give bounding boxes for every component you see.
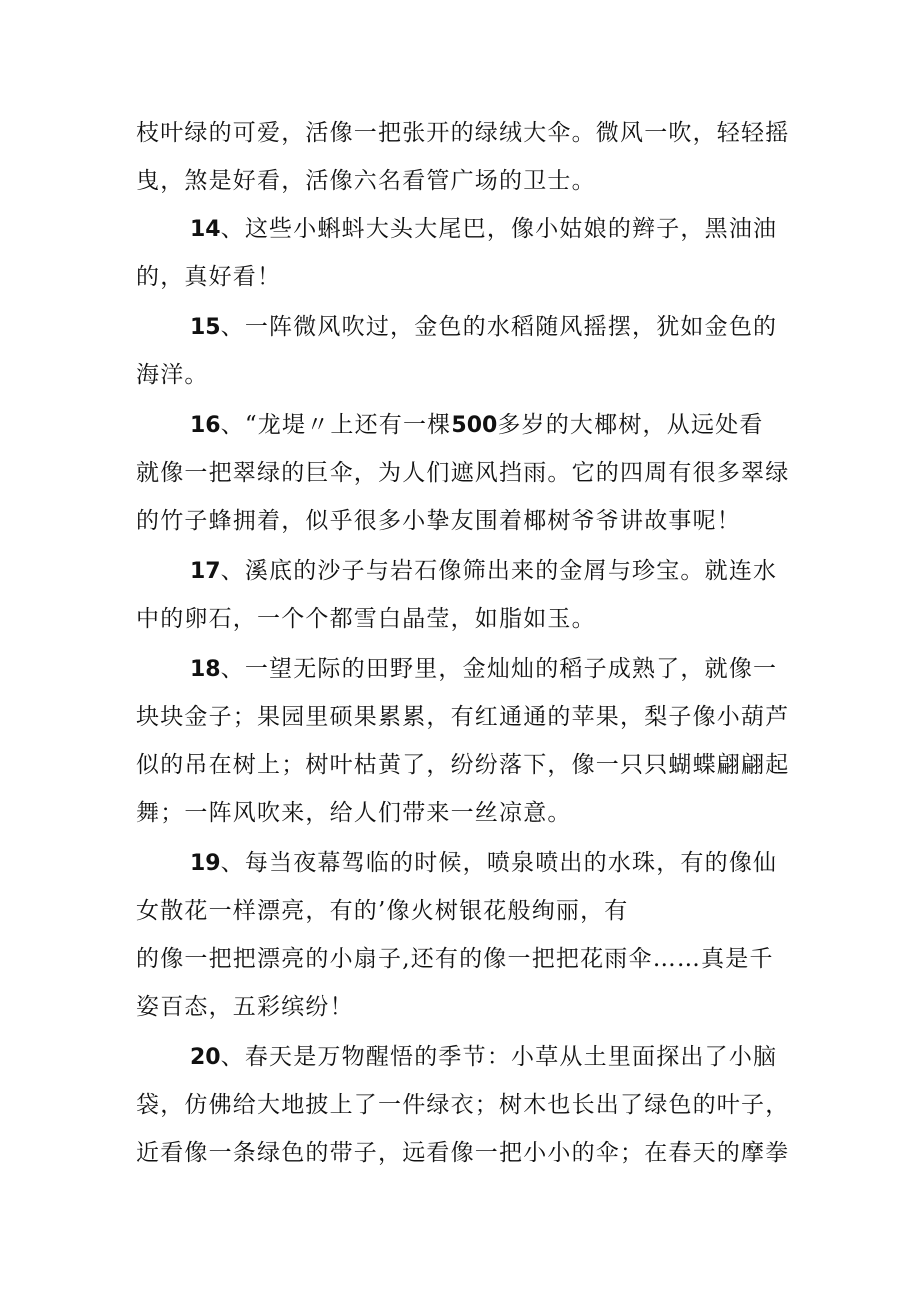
text-line: 近看像一条绿色的带子，远看像一把小小的伞；在春天的摩拳: [136, 1140, 790, 1166]
text-line: 块块金子；果园里硕果累累，有红通通的苹果，梨子像小葫芦: [136, 704, 790, 730]
text-span: 、每当夜幕驾临的时候，喷泉喷出的水珠，有的像仙: [220, 850, 778, 876]
paragraph-number: 18: [190, 657, 221, 682]
paragraph-19-line-1: [190, 848, 777, 879]
paragraph-17-line-1: [190, 556, 777, 587]
text-line: 袋，仿佛给大地披上了一件绿衣；树木也长出了绿色的叶子，: [136, 1092, 790, 1118]
text-line: 海洋。: [136, 362, 209, 388]
text-line: 舞；一阵风吹来，给人们带来一丝凉意。: [136, 800, 572, 826]
paragraph-20-line-1: [190, 1042, 777, 1073]
text-line: 枝叶绿的可爱，活像一把张开的绿绒大伞。微风一吹，轻轻摇: [136, 120, 790, 146]
text-span: 、春天是万物醒悟的季节：小草从土里面探出了小脑: [220, 1044, 778, 1070]
text-line: 的竹子蜂拥着，似乎很多小挚友围着椰树爷爷讲故事呢！: [136, 508, 741, 534]
text-span: 、一阵微风吹过，金色的水稻随风摇摆，犹如金色的: [220, 314, 778, 340]
paragraph-number: 16: [190, 413, 221, 438]
text-span: 、这些小蝌蚪大头大尾巴，像小姑娘的辫子，黑油油: [220, 216, 778, 242]
paragraph-14-line-1: [190, 214, 777, 245]
text-line: 女散花一样漂亮，有的’像火树银花般绚丽，有: [136, 898, 629, 924]
text-line: 中的卵石，一个个都雪白晶莹，如脂如玉。: [136, 606, 596, 632]
text-span: 、一望无际的田野里，金灿灿的稻子成熟了，就像一: [220, 656, 778, 682]
paragraph-16-line-1: [190, 410, 764, 441]
text-span: 多岁的大椰树，从远处看: [497, 412, 764, 438]
text-line: 的像一把把漂亮的小扇子,还有的像一把把花雨伞……真是千: [136, 946, 774, 972]
text-span: 、溪底的沙子与岩石像筛出来的金屑与珍宝。就连水: [220, 558, 778, 584]
paragraph-15-line-1: [190, 312, 777, 343]
text-line: 的，真好看！: [136, 264, 282, 290]
paragraph-number: 14: [190, 217, 221, 242]
paragraph-number: 15: [190, 315, 221, 340]
paragraph-18-line-1: [190, 654, 777, 685]
text-line: 曳，煞是好看，活像六名看管广场的卫士。: [136, 168, 596, 194]
text-line: 似的吊在树上；树叶枯黄了，纷纷落下，像一只只蝴蝶翩翩起: [136, 752, 790, 778]
text-line: 姿百态，五彩缤纷！: [136, 994, 354, 1020]
paragraph-number: 17: [190, 559, 221, 584]
paragraph-number: 20: [190, 1045, 221, 1070]
text-span: 、“龙堤〃上还有一棵: [220, 412, 452, 438]
text-line: 就像一把翠绿的巨伞，为人们遮风挡雨。它的四周有很多翠绿: [136, 460, 790, 486]
paragraph-number: 19: [190, 851, 221, 876]
inline-number: 500: [451, 413, 498, 438]
